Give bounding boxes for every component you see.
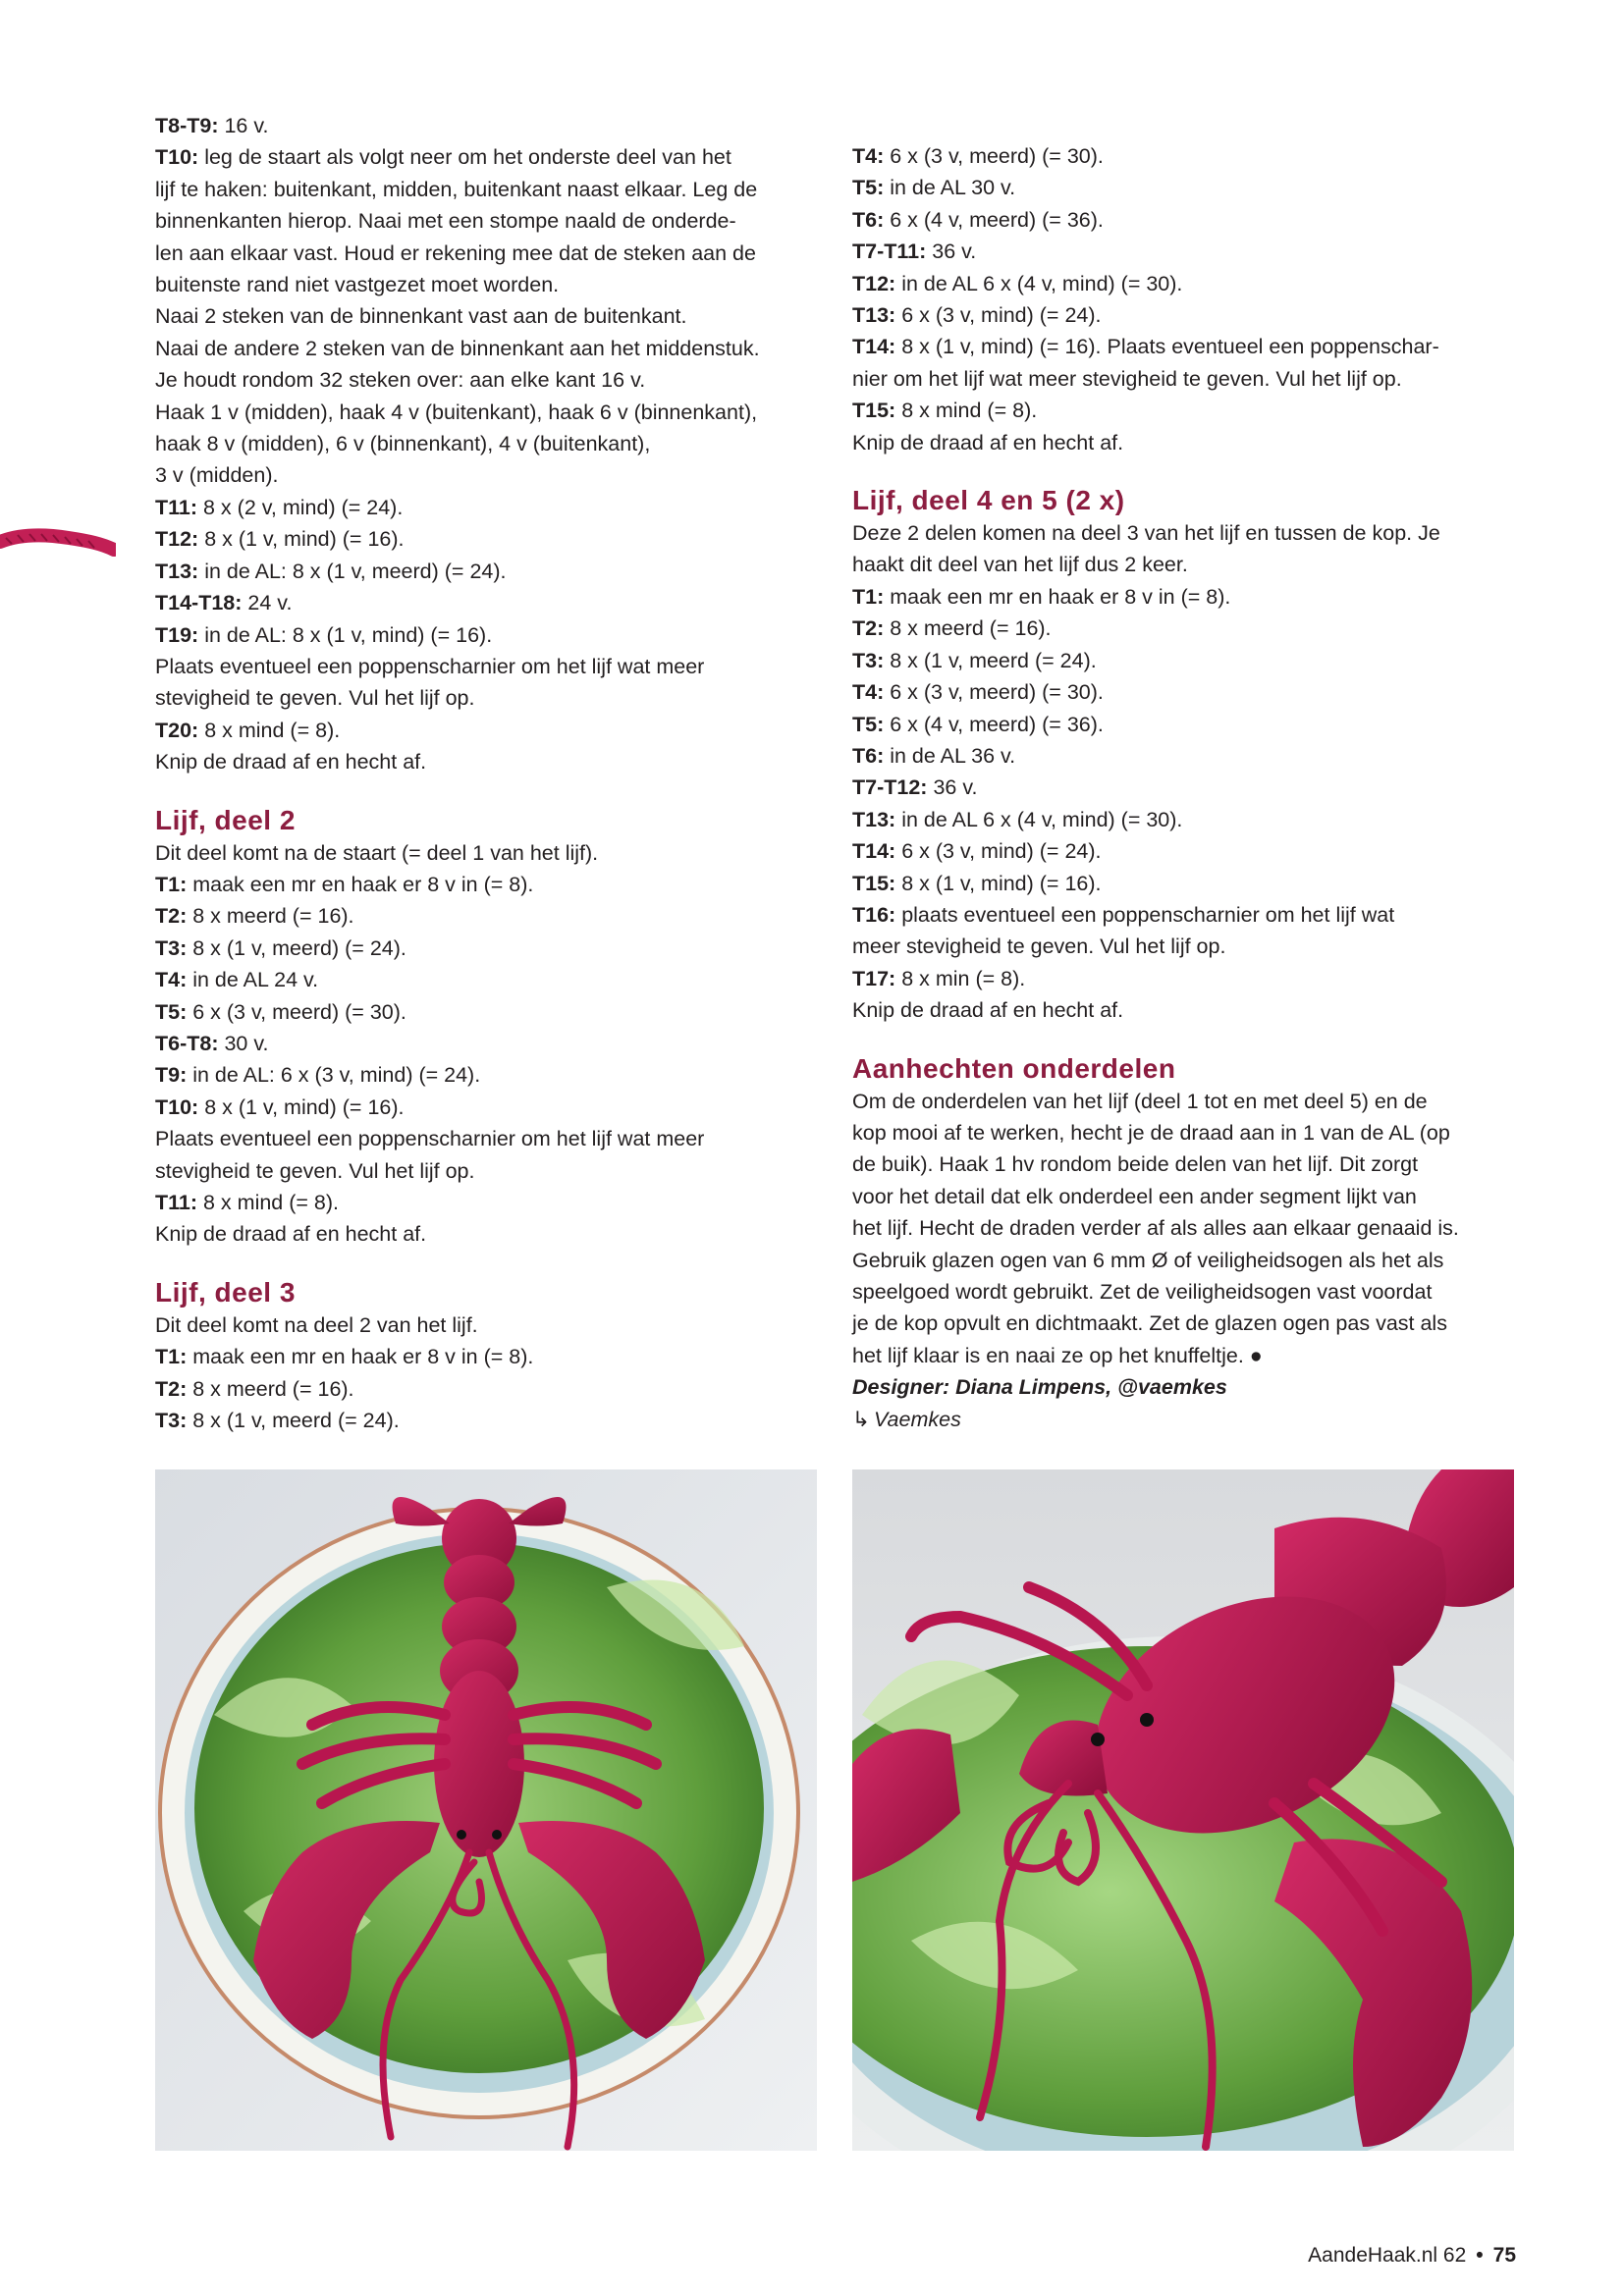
instruction-line (852, 1148, 1520, 1180)
instruction-text: 36 v. (927, 775, 978, 800)
instruction-line (852, 804, 1520, 835)
instruction-line (852, 1117, 1520, 1148)
instruction-line (155, 492, 823, 523)
instruction-text: voor het detail dat elk onderdeel een ander segment lijkt van (852, 1184, 1417, 1208)
instruction-text: Dit deel komt na deel 2 van het lijf. (155, 1312, 478, 1337)
instruction-text: 8 x meerd (= 16). (187, 1376, 354, 1401)
instruction-text: 6 x (3 v, meerd) (= 30). (884, 680, 1104, 705)
instruction-line (155, 682, 823, 714)
instruction-text: in de AL 30 v. (884, 176, 1016, 200)
section-heading: Aanhechten onderdelen (852, 1052, 1176, 1084)
section-aanhechten-onderdelen (852, 1052, 1520, 1435)
instruction-line (155, 397, 823, 428)
left-instructions-block (155, 110, 823, 778)
instruction-line (852, 994, 1520, 1026)
instruction-line (852, 899, 1520, 931)
instruction-text: maak een mr en haak er 8 v in (= 8). (884, 584, 1231, 609)
instruction-line (155, 933, 823, 964)
instruction-text: maak een mr en haak er 8 v in (= 8). (187, 1345, 534, 1369)
instruction-line (155, 1218, 823, 1250)
instruction-line (155, 1341, 823, 1372)
designer-credit: Designer: Diana Limpens, @vaemkes (852, 1375, 1227, 1400)
round-label: T14: (852, 839, 896, 864)
section-lines (852, 1086, 1520, 1372)
instruction-line (852, 740, 1520, 772)
instruction-text: 8 x (1 v, mind) (= 16). (198, 1095, 405, 1119)
instruction-line (155, 523, 823, 555)
instruction-line (852, 613, 1520, 644)
round-label: T5: (852, 176, 885, 200)
instruction-text: Naai de andere 2 steken van de binnenkant aan het middenstuk. (155, 336, 760, 360)
instruction-text: Haak 1 v (midden), haak 4 v (buitenkant), haak 6 v (binnenkant), (155, 400, 758, 424)
instruction-text: meer stevigheid te geven. Vul het lijf op. (852, 934, 1226, 959)
instruction-text: 8 x (1 v, mind) (= 16). (198, 527, 405, 552)
instruction-line (852, 427, 1520, 458)
instruction-text: plaats eventueel een poppenscharnier om het lijf wat (895, 902, 1395, 927)
instruction-text: 8 x min (= 8). (895, 966, 1026, 990)
instruction-text: Je houdt rondom 32 steken over: aan elke kant 16 v. (155, 368, 646, 393)
instruction-text: 6 x (3 v, meerd) (= 30). (187, 999, 406, 1024)
instruction-line (155, 459, 823, 491)
lobster-photo-top-view (155, 1469, 817, 2151)
section-lines (155, 837, 823, 1251)
instruction-text: Knip de draad af en hecht af. (852, 430, 1124, 454)
instruction-line (155, 556, 823, 587)
instruction-text: 8 x meerd (= 16). (884, 616, 1052, 641)
instruction-text: in de AL: 8 x (1 v, mind) (= 16). (198, 622, 493, 647)
instruction-line (852, 1181, 1520, 1212)
round-label: T8-T9: (155, 114, 219, 137)
section-heading: Lijf, deel 4 en 5 (2 x) (852, 485, 1125, 516)
round-label: T13: (852, 807, 896, 831)
instruction-text: Deze 2 delen komen na deel 3 van het lijf en tussen de kop. Je (852, 521, 1440, 546)
hand-pointer-icon: ↳ (852, 1407, 871, 1431)
round-label: T9: (155, 1063, 188, 1088)
instruction-line (155, 900, 823, 932)
instruction-text: Dit deel komt na de staart (= deel 1 van het lijf). (155, 840, 599, 865)
instruction-line (155, 869, 823, 900)
instruction-text: Knip de draad af en hecht af. (155, 1222, 427, 1247)
instruction-text: 3 v (midden). (155, 463, 279, 488)
page-number: 75 (1492, 2244, 1516, 2267)
round-label: T1: (155, 1345, 188, 1369)
lobster-photo-closeup (852, 1469, 1514, 2151)
instruction-line (852, 772, 1520, 803)
instruction-text: Knip de draad af en hecht af. (852, 998, 1124, 1023)
round-label: T7-T11: (852, 240, 927, 264)
round-label: T4: (852, 144, 885, 168)
instruction-text: je de kop opvult en dichtmaakt. Zet de glazen ogen pas vast als (852, 1311, 1447, 1336)
instruction-text: in de AL: 6 x (3 v, mind) (= 24). (187, 1063, 481, 1088)
instruction-text: 8 x meerd (= 16). (187, 904, 354, 929)
instruction-text: 6 x (3 v, mind) (= 24). (895, 303, 1102, 328)
round-label: T11: (155, 495, 198, 519)
instruction-text: 6 x (3 v, meerd) (= 30). (884, 144, 1104, 168)
instruction-line (852, 676, 1520, 708)
instruction-line (155, 1373, 823, 1405)
round-label: T6: (852, 207, 885, 232)
round-label: T2: (155, 1376, 188, 1401)
instruction-line (155, 619, 823, 651)
round-label: T4: (852, 680, 885, 705)
instruction-line (155, 837, 823, 869)
instruction-text: leg de staart als volgt neer om het onderste deel van het (198, 145, 731, 170)
instruction-line (155, 1309, 823, 1341)
instruction-line (852, 868, 1520, 899)
round-label: T3: (155, 1409, 188, 1433)
instruction-text: in de AL 6 x (4 v, mind) (= 30). (895, 271, 1183, 295)
instruction-line (852, 931, 1520, 962)
instruction-text: lijf te haken: buitenkant, midden, buitenkant naast elkaar. Leg de (155, 177, 758, 201)
round-label: T15: (852, 399, 896, 423)
instruction-line (155, 996, 823, 1028)
instruction-text: buitenste rand niet vastgezet moet worden. (155, 273, 560, 297)
instruction-text: Knip de draad af en hecht af. (155, 750, 427, 774)
instruction-line (155, 205, 823, 237)
instruction-line (852, 172, 1520, 203)
instruction-text: stevigheid te geven. Vul het lijf op. (155, 686, 475, 711)
instruction-line (155, 333, 823, 364)
left-column (155, 110, 823, 1436)
right-instructions-block (852, 140, 1520, 458)
instruction-text: de buik). Haak 1 hv rondom beide delen van het lijf. Dit zorgt (852, 1152, 1419, 1177)
round-label: T2: (155, 904, 188, 929)
instruction-line (155, 300, 823, 332)
instruction-line (852, 963, 1520, 994)
instruction-text: 8 x (1 v, meerd (= 24). (884, 648, 1097, 672)
instruction-text: haak 8 v (midden), 6 v (binnenkant), 4 v (buitenkant), (155, 432, 651, 456)
instruction-text: maak een mr en haak er 8 v in (= 8). (187, 872, 534, 896)
round-label: T1: (852, 584, 885, 609)
instruction-line (155, 1059, 823, 1091)
round-label: T14: (852, 335, 896, 359)
instruction-line (155, 174, 823, 205)
round-label: T10: (155, 1095, 199, 1119)
instruction-line (852, 581, 1520, 613)
instruction-text: nier om het lijf wat meer stevigheid te geven. Vul het lijf op. (852, 366, 1402, 391)
instruction-line (155, 1155, 823, 1187)
instruction-text: binnenkanten hierop. Naai met een stompe naald de onderde- (155, 209, 736, 234)
instruction-text: 8 x mind (= 8). (197, 1191, 340, 1214)
section-lines (852, 517, 1520, 1027)
round-label: T17: (852, 966, 896, 990)
right-column (852, 140, 1520, 1435)
instruction-text: kop mooi af te werken, hecht je de draad aan in 1 van de AL (op (852, 1120, 1450, 1145)
page-footer (1308, 2242, 1516, 2269)
instruction-line (852, 140, 1520, 172)
instruction-text: 8 x (1 v, meerd) (= 24). (187, 935, 406, 960)
round-label: T12: (155, 527, 199, 552)
instruction-text: 6 x (3 v, mind) (= 24). (895, 839, 1102, 864)
instruction-text: 8 x mind (= 8). (198, 718, 341, 742)
instruction-line (852, 363, 1520, 395)
round-label: T20: (155, 718, 199, 742)
instruction-line (852, 236, 1520, 267)
round-label: T13: (852, 303, 896, 328)
instruction-line (155, 110, 823, 141)
instruction-text: 24 v. (242, 591, 293, 615)
instruction-text: het lijf klaar is en naai ze op het knuffeltje. ● (852, 1343, 1263, 1367)
magazine-issue: AandeHaak.nl 62 (1308, 2244, 1467, 2267)
round-label: T15: (852, 871, 896, 895)
instruction-text: 8 x (1 v, meerd (= 24). (187, 1409, 400, 1433)
round-label: T5: (852, 712, 885, 736)
instruction-text: 30 v. (218, 1031, 269, 1055)
instruction-line (852, 1340, 1520, 1371)
instruction-line (155, 651, 823, 682)
instruction-line (155, 964, 823, 995)
instruction-text: in de AL 6 x (4 v, mind) (= 30). (895, 807, 1183, 831)
instruction-line (852, 204, 1520, 236)
instruction-line (852, 395, 1520, 426)
instruction-line (155, 1187, 823, 1218)
instruction-text: Plaats eventueel een poppenscharnier om het lijf wat meer (155, 1127, 705, 1151)
instruction-line (852, 1086, 1520, 1117)
instruction-line (155, 715, 823, 746)
instruction-line (852, 1276, 1520, 1308)
instruction-text: speelgoed wordt gebruikt. Zet de veiligheidsogen vast voordat (852, 1280, 1433, 1304)
section-lines (155, 1309, 823, 1437)
instagram-credit (852, 1404, 1520, 1435)
instruction-line (155, 269, 823, 300)
credit-handle: Vaemkes (874, 1407, 961, 1431)
instruction-line (155, 141, 823, 173)
round-label: T5: (155, 999, 188, 1024)
instruction-text: 8 x mind (= 8). (895, 399, 1038, 423)
round-label: T1: (155, 872, 188, 896)
instruction-text: stevigheid te geven. Vul het lijf op. (155, 1158, 475, 1183)
round-label: T10: (155, 145, 199, 170)
round-label: T12: (852, 271, 896, 295)
round-label: T4: (155, 968, 188, 992)
instruction-text: Om de onderdelen van het lijf (deel 1 tot en met deel 5) en de (852, 1089, 1428, 1113)
instruction-line (155, 1028, 823, 1059)
instruction-text: Plaats eventueel een poppenscharnier om het lijf wat meer (155, 654, 705, 678)
round-label: T7-T12: (852, 775, 928, 800)
instruction-line (852, 1212, 1520, 1244)
yarn-decoration (0, 520, 116, 565)
instruction-line (155, 587, 823, 618)
instruction-line (852, 835, 1520, 867)
instruction-line (852, 299, 1520, 331)
instruction-line (852, 1308, 1520, 1339)
instruction-text: haakt dit deel van het lijf dus 2 keer. (852, 553, 1188, 577)
instruction-line (155, 1092, 823, 1123)
instruction-text: len aan elkaar vast. Houd er rekening mee dat de steken aan de (155, 240, 756, 265)
round-label: T6-T8: (155, 1031, 219, 1055)
instruction-text: 6 x (4 v, meerd) (= 36). (884, 712, 1104, 736)
round-label: T11: (155, 1191, 198, 1214)
round-label: T2: (852, 616, 885, 641)
section-lijf-deel-4-en-5 (852, 484, 1520, 1027)
instruction-line (852, 517, 1520, 549)
instruction-text: 8 x (2 v, mind) (= 24). (197, 495, 404, 519)
footer-separator-dot: • (1476, 2244, 1484, 2267)
instruction-line (155, 238, 823, 269)
instruction-text: in de AL: 8 x (1 v, meerd) (= 24). (198, 559, 507, 583)
round-label: T3: (852, 648, 885, 672)
instruction-text: het lijf. Hecht de draden verder af als alles aan elkaar genaaid is. (852, 1216, 1459, 1241)
instruction-text: Gebruik glazen ogen van 6 mm Ø of veiligheidsogen als het als (852, 1248, 1444, 1272)
round-label: T14-T18: (155, 591, 243, 615)
instruction-line (852, 1245, 1520, 1276)
instruction-line (852, 331, 1520, 362)
round-label: T19: (155, 622, 199, 647)
instruction-text: Naai 2 steken van de binnenkant vast aan de buitenkant. (155, 304, 687, 329)
instruction-text: in de AL 24 v. (187, 968, 319, 992)
section-lijf-deel-2 (155, 804, 823, 1251)
instruction-line (852, 268, 1520, 299)
instruction-line (852, 645, 1520, 676)
instruction-line (155, 1405, 823, 1436)
instruction-line (155, 364, 823, 396)
section-heading: Lijf, deel 3 (155, 1276, 296, 1308)
section-heading: Lijf, deel 2 (155, 804, 296, 835)
instruction-line (852, 709, 1520, 740)
instruction-text: 16 v. (218, 114, 269, 137)
instruction-line (155, 746, 823, 777)
instruction-line (155, 1123, 823, 1154)
section-lijf-deel-3 (155, 1276, 823, 1437)
round-label: T16: (852, 902, 896, 927)
instruction-text: 36 v. (926, 240, 977, 264)
instruction-line (852, 549, 1520, 580)
round-label: T3: (155, 935, 188, 960)
instruction-text: 8 x (1 v, mind) (= 16). Plaats eventueel een poppenschar- (895, 335, 1439, 359)
round-label: T13: (155, 559, 199, 583)
round-label: T6: (852, 743, 885, 768)
instruction-text: 8 x (1 v, mind) (= 16). (895, 871, 1102, 895)
instruction-line (155, 428, 823, 459)
instruction-text: 6 x (4 v, meerd) (= 36). (884, 207, 1104, 232)
instruction-text: in de AL 36 v. (884, 743, 1016, 768)
